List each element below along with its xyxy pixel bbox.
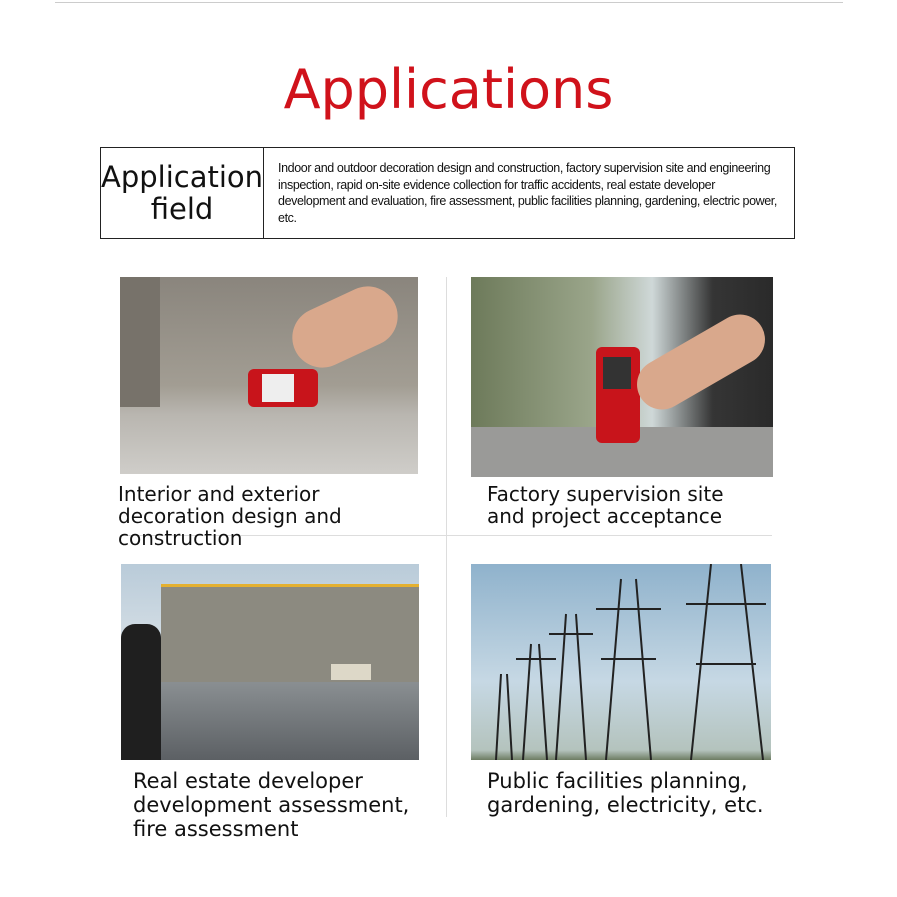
caption-public-facilities: Public facilities planning, gardening, electricity, etc.: [487, 769, 764, 817]
power-towers-illustration: [471, 564, 771, 760]
interior-wall-photo: [120, 277, 418, 474]
top-divider: [55, 2, 843, 3]
caption-interior: Interior and exterior decoration design and construction: [118, 482, 342, 550]
vertical-divider: [446, 277, 447, 817]
caption-factory: Factory supervision site and project acceptance: [487, 482, 724, 528]
caption-real-estate: Real estate developer development assessment, fire assessment: [133, 769, 410, 841]
application-field-description: Indoor and outdoor decoration design and construction, factory supervision site and engineering inspection, rapid on-site evidence collection for traffic accidents, real estate developer development and evaluation, fire assessment, public facilities planning, gardening, electric power, etc.: [278, 161, 777, 225]
page-title: Applications: [283, 58, 614, 121]
factory-window-photo: [471, 277, 773, 477]
application-field-table: [100, 147, 795, 239]
power-towers-photo: [471, 564, 771, 760]
application-field-label: Application field: [101, 148, 264, 238]
building-measurement-photo: [121, 564, 419, 760]
